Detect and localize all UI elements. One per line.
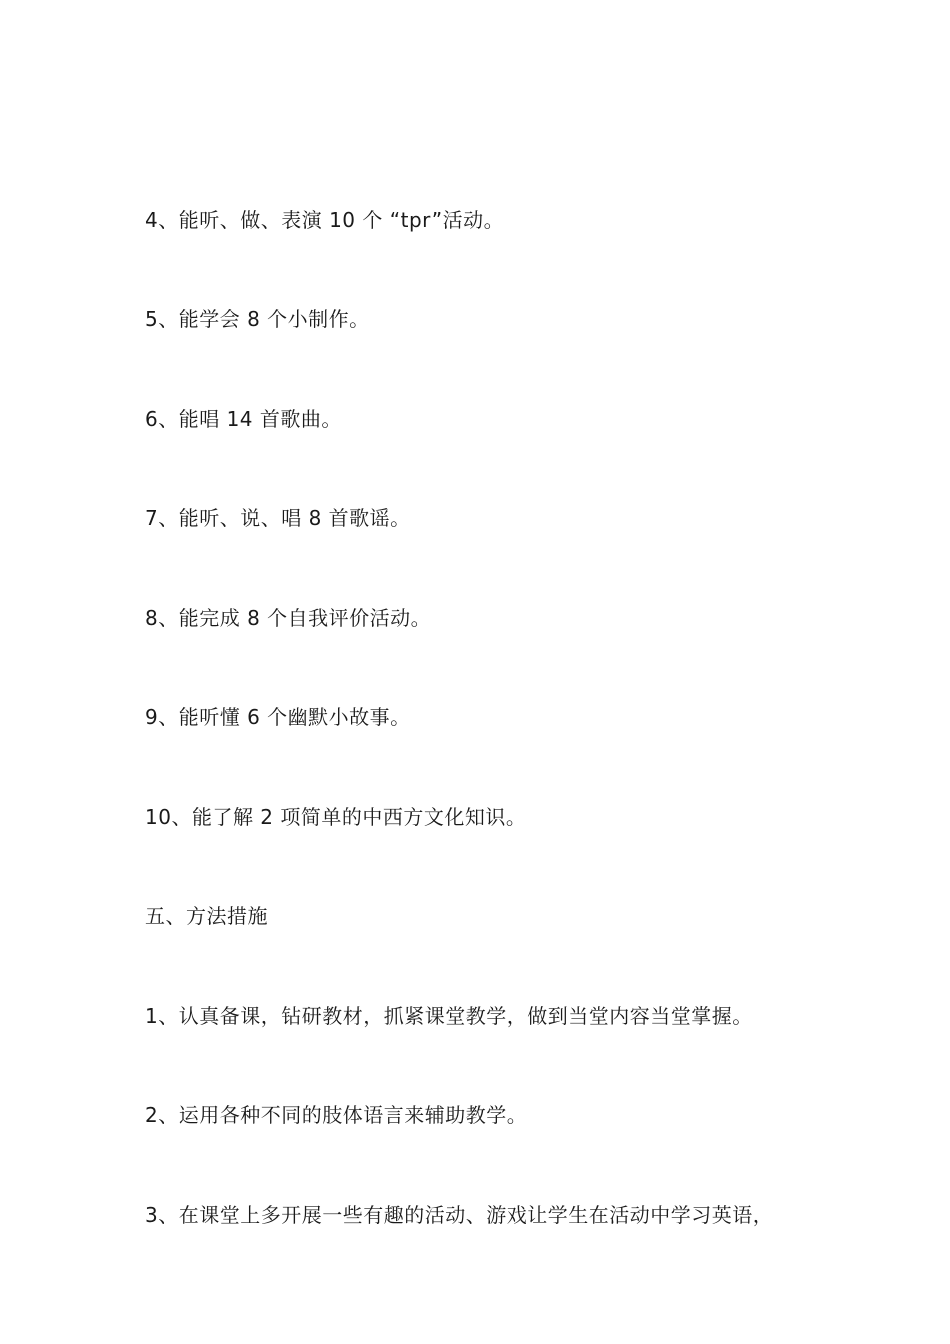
goal-item-5: 5、能学会 8 个小制作。	[145, 307, 370, 331]
goal-item-6: 6、能唱 14 首歌曲。	[145, 407, 342, 431]
goal-item-8: 8、能完成 8 个自我评价活动。	[145, 606, 432, 630]
goal-item-9: 9、能听懂 6 个幽默小故事。	[145, 705, 411, 729]
method-item-3: 3、在课堂上多开展一些有趣的活动、游戏让学生在活动中学习英语，	[145, 1203, 774, 1227]
goal-item-7: 7、能听、说、唱 8 首歌谣。	[145, 506, 411, 530]
goal-item-4: 4、能听、做、表演 10 个 “tpr”活动。	[145, 208, 505, 232]
section-heading: 五、方法措施	[145, 904, 268, 928]
method-item-2: 2、运用各种不同的肢体语言来辅助教学。	[145, 1103, 528, 1127]
method-item-1: 1、认真备课，钻研教材，抓紧课堂教学，做到当堂内容当堂掌握。	[145, 1004, 753, 1028]
goal-item-10: 10、能了解 2 项简单的中西方文化知识。	[145, 805, 527, 829]
